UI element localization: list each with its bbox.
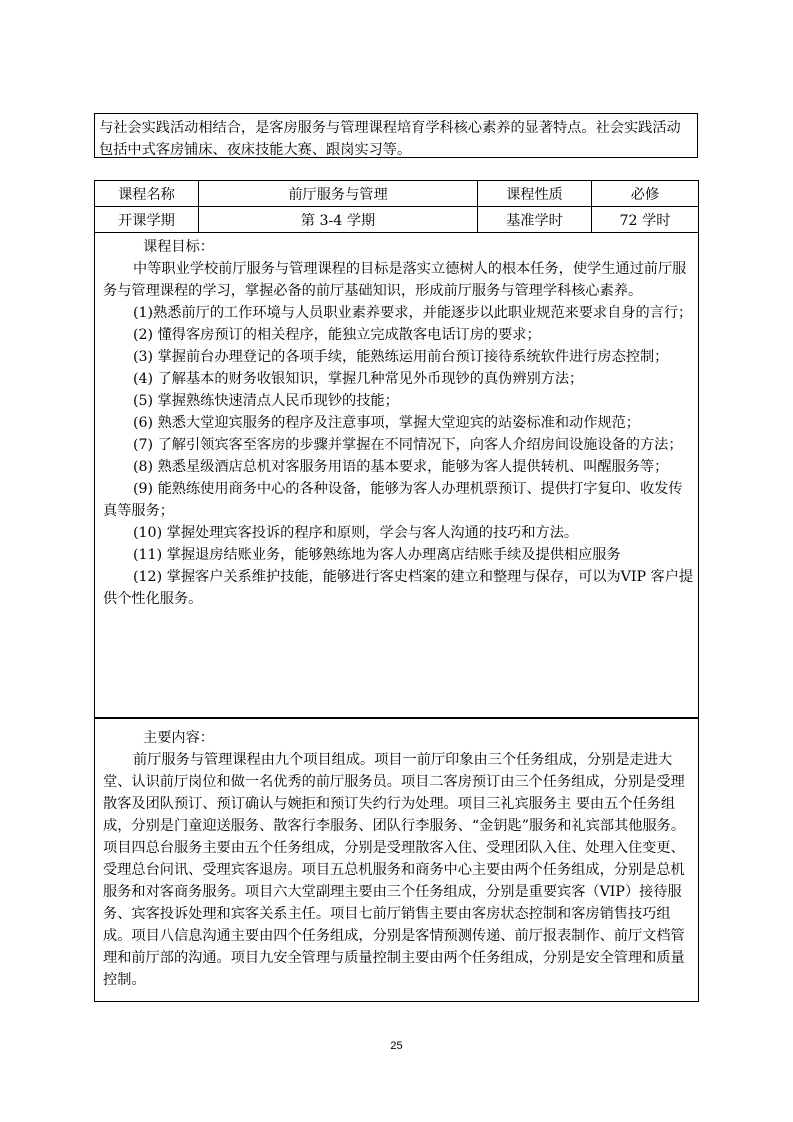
content-body: 前厅服务与管理课程由九个项目组成。项目一前厅印象由三个任务组成，分别是走进大堂、认识前厅岗位和做一名优秀的前厅服务员。项目二客房预订由三个任务组成，分别是受理散客及团队预订、预订确认与婉拒和预订失约行为处理。项目三礼宾服务主 要由五个任务组成，分别是门童迎送服务、散客行李服务、团队行李服务、“金钥匙”服务和礼宾部其他服务。项目四总台服务主要由五个任务组成，分别是受理散客入住、受理团队入住、处理入住变更、受理总台问讯、受理宾客退房。项目五总机服务和商务中心主要由两个任务组成，分别是总机服务和对客商务服务。项目六大堂副理主要由三个任务组成，分别是重要宾客（VIP）接待服务、宾客投诉处理和宾客关系主任。项目七前厅销售主要由客房状态控制和客房销售技巧组成。项目八信息沟通主要由四个任务组成，分别是客情预测传递、前厅报表制作、前厅文档管理和前厅部的沟通。项目九安全管理与质量控制主要由两个任务组成，分别是安全管理和质量控制。 — [103, 752, 686, 988]
hours-value: 72 学时 — [592, 207, 699, 233]
goal-item: (5) 掌握熟练快速清点人民币现钞的技能； — [133, 393, 399, 409]
course-type-value: 必修 — [592, 181, 699, 207]
course-type-label: 课程性质 — [478, 181, 592, 207]
goal-item: (3) 掌握前台办理登记的各项手续，能熟练运用前台预订接待系统软件进行房态控制； — [133, 349, 669, 365]
page-number: 25 — [390, 1040, 403, 1052]
table-row — [95, 207, 699, 233]
previous-section-text: 与社会实践活动相结合，是客房服务与管理课程培育学科核心素养的显著特点。社会实践活动包括中式客房铺床、夜床技能大赛、跟岗实习等。 — [99, 120, 681, 158]
goal-item: (4) 了解基本的财务收银知识，掌握几种常见外币现钞的真伪辨别方法； — [133, 371, 584, 387]
goal-item: (9) 能熟练使用商务中心的各种设备，能够为客人办理机票预订、提供打字复印、收发传真等服务； — [103, 481, 683, 519]
semester-label: 开课学期 — [95, 207, 199, 233]
goal-item: (11) 掌握退房结账业务，能够熟练地为客人办理离店结账手续及提供相应服务 — [133, 547, 621, 563]
goal-item: (10) 掌握处理宾客投诉的程序和原则，学会与客人沟通的技巧和方法。 — [133, 525, 579, 541]
hours-label: 基准学时 — [478, 207, 592, 233]
course-name-value: 前厅服务与管理 — [199, 181, 478, 207]
semester-value: 第 3-4 学期 — [199, 207, 478, 233]
goal-item: (6) 熟悉大堂迎宾服务的程序及注意事项，掌握大堂迎宾的站姿标准和动作规范； — [133, 415, 640, 431]
goal-item: (8) 熟悉星级酒店总机对客服务用语的基本要求，能够为客人提供转机、叫醒服务等； — [133, 459, 669, 475]
content-heading: 主要内容： — [143, 730, 214, 746]
goals-intro: 中等职业学校前厅服务与管理课程的目标是落实立德树人的根本任务，使学生通过前厅服务与管理课程的学习，掌握必备的前厅基础知识，形成前厅服务与管理学科核心素养。 — [103, 261, 687, 299]
course-name-label: 课程名称 — [95, 181, 199, 207]
main-content-section — [94, 718, 699, 1002]
goal-item: (1)熟悉前厅的工作环境与人员职业素养要求，并能逐步以此职业规范来要求自身的言行； — [133, 305, 693, 321]
goals-heading: 课程目标： — [143, 239, 214, 255]
course-goals-section — [94, 230, 699, 718]
course-info-table — [94, 180, 699, 233]
previous-section-box — [94, 113, 698, 158]
table-row — [95, 181, 699, 207]
goal-item: (2) 懂得客房预订的相关程序，能独立完成散客电话订房的要求； — [133, 327, 541, 343]
goal-item: (7) 了解引领宾客至客房的步骤并掌握在不同情况下，向客人介绍房间设施设备的方法； — [133, 437, 683, 453]
goal-item: (12) 掌握客户关系维护技能，能够进行客史档案的建立和整理与保存，可以为VIP 客户提供个性化服务。 — [103, 569, 694, 607]
